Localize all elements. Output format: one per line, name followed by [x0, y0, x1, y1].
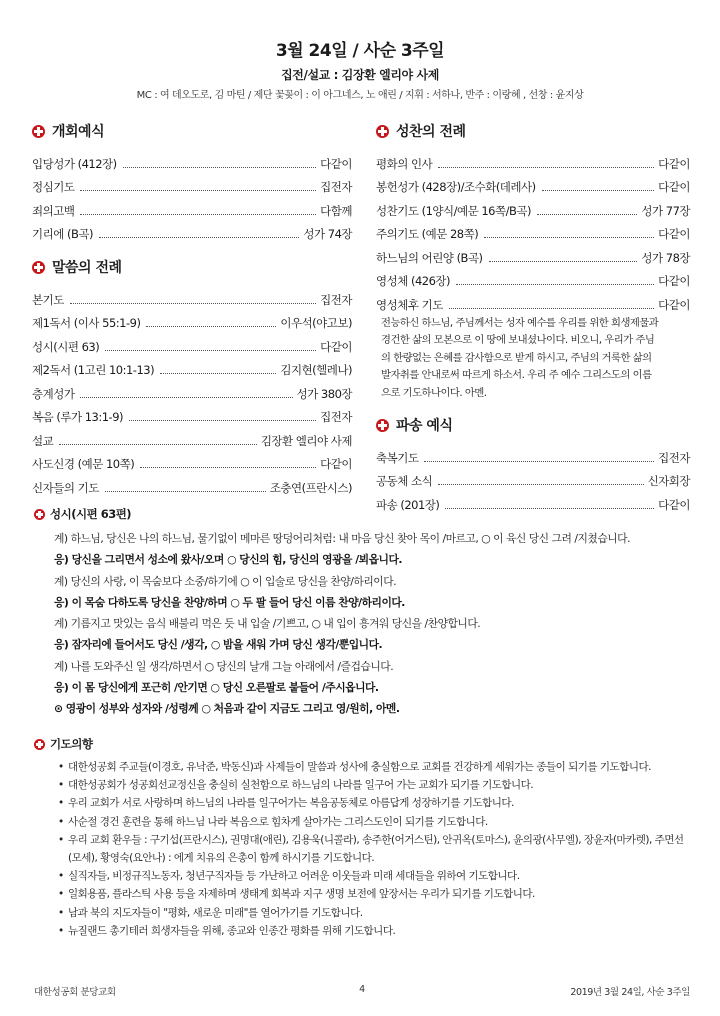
order-item: 본기도 집전자 [32, 292, 352, 307]
order-item: 평화의 인사 다같이 [376, 156, 690, 171]
red-cross-circle-icon [32, 125, 45, 138]
psalm-line: 응) 이 몸 당신에게 포근히 /안기면 ○ 당신 오른팔로 붙들어 /주시옵니다. [54, 681, 379, 695]
intentions-section [34, 734, 694, 940]
section-heading-psalm [34, 504, 694, 524]
psalm-line: ⊙ 영광이 성부와 성자와 /성령께 ○ 처음과 같이 지금도 그리고 영/원히, 아멘. [54, 702, 400, 716]
red-cross-circle-icon [34, 739, 45, 750]
psalm-line: 계) 나를 도와주신 일 생각/하면서 ○ 당신의 날개 그늘 아래에서 /즐겁습니다. [54, 659, 394, 673]
presider-line: 집전/설교 : 김장환 엘리야 사제 [281, 68, 439, 82]
section-title: 성시(시편 63편) [50, 507, 132, 521]
list-item: • 우리 교회 환우들 : 구기섭(프란시스), 권명대(애린), 김용욱(니콜라), 송주한(어거스틴), 안귀옥(토마스), 윤의광(사무엘), 장윤자(마카렛), 주면선(모세), 황영숙(요안나) : 에게 치유의 은총이 함께 하시기를 기도합니다. [58, 831, 694, 867]
section-title: 파송 예식 [396, 418, 453, 434]
psalm-line: 계) 기름지고 맛있는 음식 배불리 먹은 듯 내 입술 /기쁘고, ○ 내 입이 흥겨워 당신을 /찬양합니다. [54, 617, 481, 631]
red-cross-circle-icon [34, 509, 45, 520]
list-item: • 대한성공회가 성공회선교정신을 충실히 실천함으로 하느님의 나라를 일구어 가는 교회가 되기를 기도합니다. [58, 776, 694, 794]
order-item: 봉헌성가 (428장)/조수화(데레사) 다같이 [376, 180, 690, 194]
section-heading-word [32, 254, 352, 280]
order-item: 정심기도 집전자 [32, 180, 352, 194]
list-item: • 우리 교회가 서로 사랑하며 하느님의 나라를 일구어가는 복음공동체로 아름답게 성장하기를 기도합니다. [58, 794, 694, 812]
order-item: 파송 (201장) 다같이 [376, 497, 690, 512]
order-item: 성시(시편 63) 다같이 [32, 339, 352, 354]
psalm-line: 계) 당신의 사랑, 이 목숨보다 소중/하기에 ○ 이 입술로 당신을 찬양/하리이다. [54, 574, 397, 588]
order-item: 층계성가 성가 380장 [32, 386, 352, 401]
psalm-lines [34, 528, 694, 720]
section-heading-intentions [34, 734, 694, 754]
footer-date: 2019년 3월 24일, 사순 3주일 [570, 987, 691, 998]
section-title: 말씀의 전례 [52, 260, 122, 276]
intentions-list [34, 758, 694, 940]
post-communion-prayer: 전능하신 하느님, 주님께서는 성자 예수를 우리를 위한 희생제물과 경건한 삶의 모본으로 이 땅에 보내셨나이다. 비오니, 우리가 주님 의 한량없는 은혜를 감사함으로 받게 하시고, 주님의 거룩한 삶의 발자취를 안내로써 따르게 하소서. 우리 주 예수 그리스도의 이름 으로 기도하나이다. 아멘. [381, 316, 659, 399]
order-item: 성찬기도 (1양식/예문 16쪽/B곡) 성가 77장 [376, 203, 690, 218]
section-heading-eucharist [376, 118, 690, 144]
list-item: • 실직자들, 비정규직노동자, 청년구직자들 등 가난하고 어려운 이웃들과 미래 세대들을 위하여 기도합니다. [58, 867, 694, 885]
section-title: 기도의향 [50, 737, 93, 751]
page-number: 4 [359, 984, 365, 995]
list-item: • 뉴질랜드 총기테러 희생자들을 위해, 종교와 인종간 평화를 위해 기도합니다. [58, 922, 694, 940]
section-heading-opening [32, 118, 352, 144]
order-item: 영성체후 기도 다같이 [376, 297, 690, 312]
list-item: • 남과 북의 지도자들이 "평화, 새로운 미래"를 열어가기를 기도합니다. [58, 904, 694, 922]
page-title: 3월 24일 / 사순 3주일 [275, 41, 445, 61]
order-item: 신자들의 기도 조충연(프란시스) [32, 480, 352, 495]
psalm-line: 응) 이 목숨 다하도록 당신을 찬양/하며 ○ 두 팔 들어 당신 이름 찬양/하리이다. [54, 595, 405, 609]
left-column [32, 118, 352, 496]
red-cross-circle-icon [376, 419, 389, 432]
order-item: 기리에 (B곡) 성가 74장 [32, 227, 352, 241]
order-item: 입당성가 (412장) 다같이 [32, 156, 352, 171]
order-item: 하느님의 어린양 (B곡) 성가 78장 [376, 250, 690, 265]
order-item: 제2독서 (1고린 10:1-13) 김지현(헬레나) [32, 363, 352, 377]
red-cross-circle-icon [32, 261, 45, 274]
order-item: 축복기도 집전자 [376, 450, 690, 465]
psalm-line: 응) 잠자리에 들어서도 당신 /생각, ○ 밤을 새워 가며 당신 생각/뿐입니다. [54, 638, 383, 652]
list-item: • 일회용품, 플라스틱 사용 등을 자제하며 생태계 회복과 지구 생명 보전에 앞장서는 우리가 되기를 기도합니다. [58, 885, 694, 903]
order-item: 사도신경 (예문 10쪽) 다같이 [32, 457, 352, 471]
order-item: 복음 (루가 13:1-9) 집전자 [32, 410, 352, 424]
order-item: 제1독서 (이사 55:1-9) 이우석(야고보) [32, 316, 352, 330]
list-item: • 사순절 경건 훈련을 통해 하느님 나라 복음으로 힘차게 살아가는 그리스도인이 되기를 기도합니다. [58, 813, 694, 831]
psalm-line: 계) 하느님, 당신은 나의 하느님, 물기없이 메마른 땅덩어리처럼: 내 마음 당신 찾아 목이 /마르고, ○ 이 육신 당신 그려 /지쳤습니다. [54, 532, 631, 545]
list-item: • 대한성공회 주교들(이경호, 유낙준, 박동신)과 사제들이 말씀과 성사에 충실함으로 교회를 건강하게 세워가는 종들이 되기를 기도합니다. [58, 758, 694, 776]
section-title: 성찬의 전례 [396, 124, 466, 140]
psalm-section [34, 504, 694, 720]
footer-church: 대한성공회 분당교회 [34, 987, 116, 998]
order-item: 죄의고백 다함께 [32, 203, 352, 218]
section-title: 개회예식 [52, 124, 105, 140]
order-item: 주의기도 (예문 28쪽) 다같이 [376, 227, 690, 241]
red-cross-circle-icon [376, 125, 389, 138]
credits-line: MC : 여 데오도로, 김 마틴 / 제단 꽃꽂이 : 이 아그네스, 노 애린 / 지휘 : 서하나, 반주 : 이랑혜 , 선창 : 윤지상 [136, 90, 584, 101]
footer [34, 984, 690, 998]
psalm-line: 응) 당신을 그리면서 성소에 왔사/오며 ○ 당신의 힘, 당신의 영광을 /뵈옵니다. [54, 553, 402, 567]
section-heading-dismissal [376, 412, 690, 438]
order-item: 영성체 (426장) 다같이 [376, 274, 690, 288]
right-column [376, 118, 690, 513]
order-item: 설교 김장환 엘리야 사제 [32, 433, 352, 448]
order-item: 공동체 소식 신자회장 [376, 474, 690, 488]
